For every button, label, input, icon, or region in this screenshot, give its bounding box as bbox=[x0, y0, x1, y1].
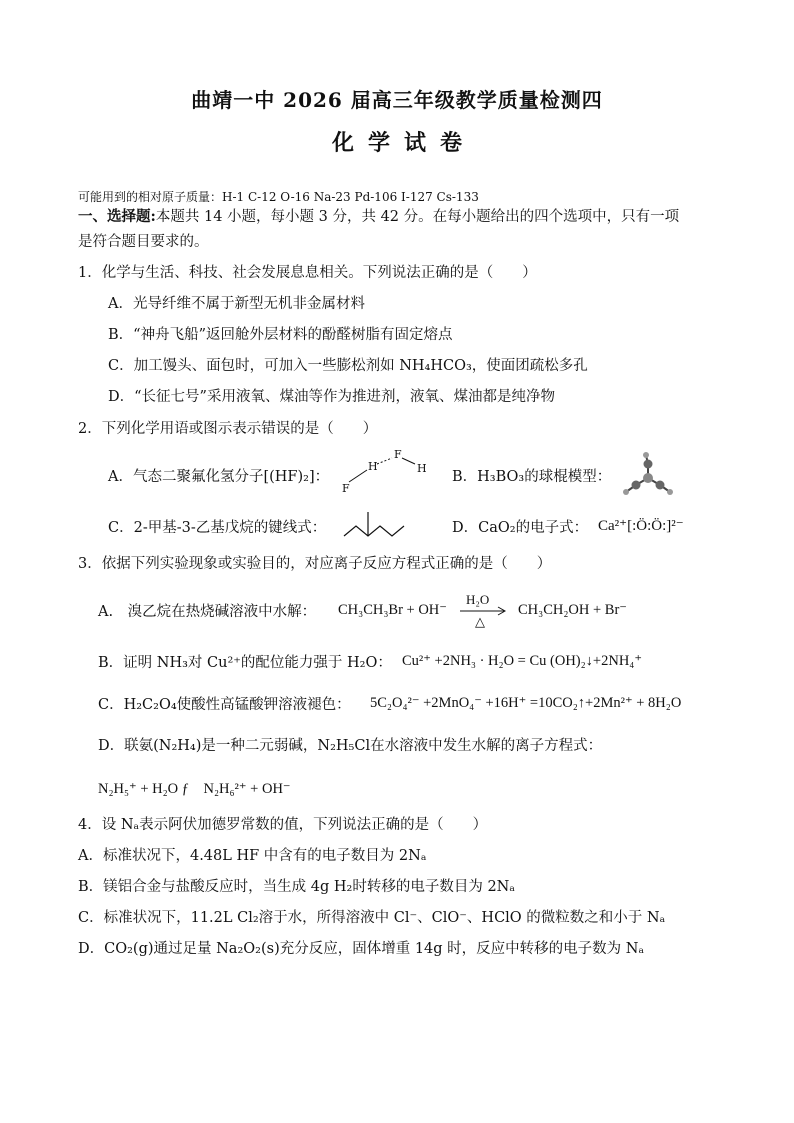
hf-f-atom-2: F bbox=[394, 448, 402, 461]
q1-option-c: C．加工馒头、面包时，可加入一些膨松剂如 NH₄HCO₃，使面团疏松多孔 bbox=[108, 358, 588, 374]
skeletal-formula-icon bbox=[342, 510, 412, 545]
q3-option-a-label: A. 溴乙烷在热烧碱溶液中水解： bbox=[98, 604, 317, 620]
q3-option-c-label: C．H₂C₂O₄使酸性高锰酸钾溶液褪色： bbox=[98, 697, 351, 713]
q3-option-d-eq: N₂H₅⁺ + H₂O ƒ N₂H₆²⁺ + OH⁻ bbox=[98, 781, 291, 797]
q3-option-a-below: △ bbox=[475, 614, 485, 629]
q2-option-b: B．H₃BO₃的球棍模型： bbox=[452, 469, 612, 485]
q4-stem: 4．设 Nₐ表示阿伏加德罗常数的值，下列说法正确的是（ ） bbox=[78, 817, 488, 833]
hf-h-atom-1: H bbox=[368, 460, 378, 473]
q4-option-b: B．镁铝合金与盐酸反应时，当生成 4g H₂时转移的电子数目为 2Nₐ bbox=[78, 879, 515, 895]
section-intro-text: 本题共 14 小题，每小题 3 分，共 42 分。在每小题给出的四个选项中，只有一项 bbox=[155, 209, 680, 225]
q3-option-c-eq: 5C₂O₄²⁻ +2MnO₄⁻ +16H⁺ =10CO₂↑+2Mn²⁺ + 8H₂O bbox=[370, 695, 682, 711]
exam-subtitle: 化学试卷 bbox=[331, 130, 476, 156]
section-heading: 一、选择题: bbox=[78, 208, 156, 225]
q2-stem: 2．下列化学用语或图示表示错误的是（ ） bbox=[78, 421, 378, 437]
q2-option-a: A．气态二聚氟化氢分子[(HF)₂]： bbox=[108, 469, 330, 485]
section-intro-cont: 是符合题目要求的。 bbox=[78, 234, 209, 250]
q3-option-a-left: CH₃CH₃Br + OH⁻ bbox=[338, 602, 447, 618]
exam-title: 曲靖一中 2026 届高三年级教学质量检测四 bbox=[191, 88, 603, 112]
h3bo3-ball-stick-icon bbox=[622, 450, 682, 500]
q4-option-c: C．标准状况下，11.2L Cl₂溶于水，所得溶液中 Cl⁻、ClO⁻、HClO 的微粒数之和小于 Nₐ bbox=[78, 910, 666, 926]
cao2-electron-formula: Ca²⁺[:Ö:Ö:]²⁻ bbox=[598, 518, 684, 534]
q3-option-a-right: CH₃CH₂OH + Br⁻ bbox=[518, 602, 627, 618]
q3-option-b-label: B．证明 NH₃对 Cu²⁺的配位能力强于 H₂O： bbox=[98, 655, 392, 671]
q3-option-a-above: H₂O bbox=[466, 592, 490, 607]
section-intro bbox=[78, 207, 679, 227]
q1-option-d: D．“长征七号”采用液氧、煤油等作为推进剂，液氧、煤油都是纯净物 bbox=[108, 389, 555, 405]
q1-option-a: A．光导纤维不属于新型无机非金属材料 bbox=[108, 296, 365, 312]
q3-option-b-eq: Cu²⁺ +2NH₃ · H₂O = Cu (OH)₂↓+2NH₄⁺ bbox=[402, 653, 643, 669]
q1-stem: 1．化学与生活、科技、社会发展息息相关。下列说法正确的是（ ） bbox=[78, 265, 537, 281]
hf-h-atom-2: H bbox=[417, 462, 427, 475]
q4-option-d: D．CO₂(g)通过足量 Na₂O₂(s)充分反应，固体增重 14g 时，反应中转移的电子数为 Nₐ bbox=[78, 941, 645, 957]
q2-option-d: D．CaO₂的电子式： bbox=[452, 520, 589, 536]
q4-option-a: A．标准状况下，4.48L HF 中含有的电子数目为 2Nₐ bbox=[78, 848, 427, 864]
q2-option-c: C．2-甲基-3-乙基戊烷的键线式： bbox=[108, 520, 327, 536]
hf-f-atom-1: F bbox=[342, 482, 350, 495]
q3-option-d-label: D．联氨(N₂H₄)是一种二元弱碱，N₂H₅Cl在水溶液中发生水解的离子方程式： bbox=[98, 738, 603, 754]
q1-option-b: B．“神舟飞船”返回舱外层材料的酚醛树脂有固定熔点 bbox=[108, 327, 453, 343]
q3-stem: 3．依据下列实验现象或实验目的，对应离子反应方程式正确的是（ ） bbox=[78, 556, 552, 572]
hf-bonds bbox=[340, 448, 440, 498]
atomic-masses: 可能用到的相对原子质量：H-1 C-12 O-16 Na-23 Pd-106 I-127 Cs-133 bbox=[78, 190, 479, 204]
